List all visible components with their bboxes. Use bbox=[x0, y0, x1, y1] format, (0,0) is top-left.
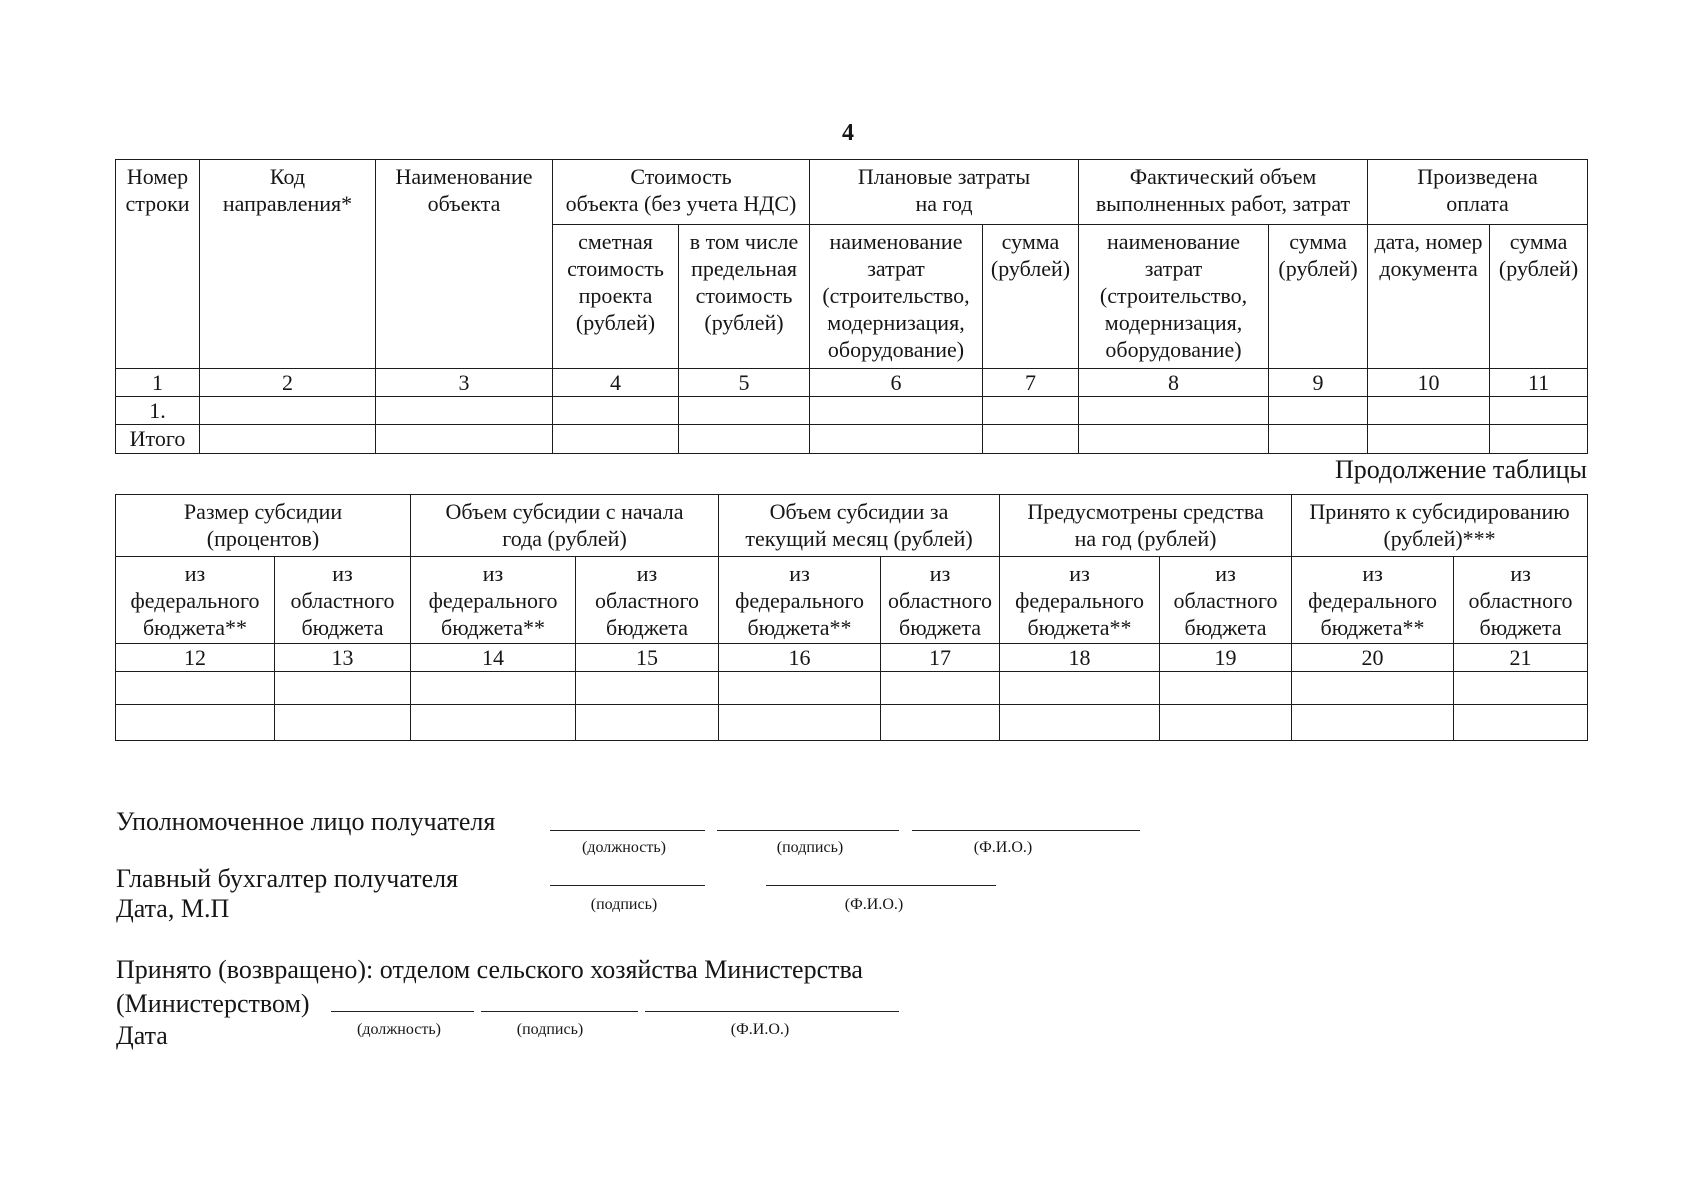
subheader-regional-budget: из областного бюджета bbox=[881, 557, 1000, 644]
signature-line bbox=[717, 830, 899, 831]
column-number: 7 bbox=[983, 369, 1079, 397]
signature-line bbox=[550, 885, 705, 886]
table-cell bbox=[1000, 672, 1160, 705]
table-cell bbox=[881, 672, 1000, 705]
subheader-payment-date-doc: дата, номер документа bbox=[1368, 225, 1490, 369]
table-cell bbox=[553, 425, 679, 454]
column-number: 3 bbox=[376, 369, 553, 397]
table-cell bbox=[983, 425, 1079, 454]
header-object-cost: Стоимость объекта (без учета НДС) bbox=[553, 160, 810, 225]
table-row bbox=[116, 672, 1588, 705]
column-number: 6 bbox=[810, 369, 983, 397]
subheader-federal-budget: из федерального бюджета** bbox=[1292, 557, 1454, 644]
subheader-regional-budget: из областного бюджета bbox=[576, 557, 719, 644]
table-header-row bbox=[116, 160, 1588, 225]
column-number: 16 bbox=[719, 644, 881, 672]
header-row-number: Номер строки bbox=[116, 160, 200, 369]
row-label: 1. bbox=[116, 397, 200, 425]
subsidy-table bbox=[115, 494, 1588, 741]
table-cell bbox=[1000, 705, 1160, 741]
column-number-row bbox=[116, 644, 1588, 672]
column-number: 2 bbox=[200, 369, 376, 397]
column-number: 12 bbox=[116, 644, 275, 672]
header-accepted-for-subsidy: Принято к субсидированию (рублей)*** bbox=[1292, 495, 1588, 557]
table-cell bbox=[553, 397, 679, 425]
table-cell bbox=[1454, 705, 1588, 741]
header-subsidy-year-to-date: Объем субсидии с начала года (рублей) bbox=[411, 495, 719, 557]
column-number: 21 bbox=[1454, 644, 1588, 672]
subheader-actual-cost-name: наименование затрат (строительство, модернизация, оборудование) bbox=[1079, 225, 1269, 369]
subheader-federal-budget: из федерального бюджета** bbox=[1000, 557, 1160, 644]
table-cell bbox=[1292, 672, 1454, 705]
full-name-line bbox=[912, 830, 1140, 831]
full-name-caption: (Ф.И.О.) bbox=[844, 896, 904, 913]
table-cell bbox=[810, 397, 983, 425]
header-direction-code: Код направления* bbox=[200, 160, 376, 369]
column-number: 18 bbox=[1000, 644, 1160, 672]
subheader-federal-budget: из федерального бюджета** bbox=[411, 557, 576, 644]
row-label: Итого bbox=[116, 425, 200, 454]
column-number: 17 bbox=[881, 644, 1000, 672]
table-row bbox=[116, 397, 1588, 425]
table-cell bbox=[983, 397, 1079, 425]
table-cell bbox=[275, 705, 411, 741]
page-number: 4 bbox=[842, 120, 854, 146]
table-cell bbox=[719, 705, 881, 741]
column-number-row bbox=[116, 369, 1588, 397]
table-row bbox=[116, 705, 1588, 741]
header-subsidy-percent: Размер субсидии (процентов) bbox=[116, 495, 411, 557]
column-number: 20 bbox=[1292, 644, 1454, 672]
subheader-estimated-cost: сметная стоимость проекта (рублей) bbox=[553, 225, 679, 369]
table-cell bbox=[1160, 672, 1292, 705]
authorized-person-label: Уполномоченное лицо получателя bbox=[116, 807, 496, 836]
subheader-federal-budget: из федерального бюджета** bbox=[116, 557, 275, 644]
position-caption: (должность) bbox=[357, 1021, 441, 1038]
column-number: 5 bbox=[679, 369, 810, 397]
position-line bbox=[550, 830, 705, 831]
table-cell bbox=[1269, 397, 1368, 425]
table-cell bbox=[881, 705, 1000, 741]
subheader-planned-cost-sum: сумма (рублей) bbox=[983, 225, 1079, 369]
signature-line bbox=[481, 1011, 638, 1012]
header-subsidy-current-month: Объем субсидии за текущий месяц (рублей) bbox=[719, 495, 1000, 557]
subheader-payment-sum: сумма (рублей) bbox=[1490, 225, 1588, 369]
table-cell bbox=[1160, 705, 1292, 741]
signature-caption: (подпись) bbox=[776, 839, 844, 856]
column-number: 10 bbox=[1368, 369, 1490, 397]
table-cell bbox=[810, 425, 983, 454]
table-subheader-row bbox=[116, 557, 1588, 644]
full-name-line bbox=[766, 885, 996, 886]
column-number: 1 bbox=[116, 369, 200, 397]
column-number: 9 bbox=[1269, 369, 1368, 397]
table-cell bbox=[116, 705, 275, 741]
ministry-label: (Министерством) bbox=[116, 989, 310, 1018]
table-cell bbox=[1292, 705, 1454, 741]
table-cell bbox=[411, 672, 576, 705]
subheader-regional-budget: из областного бюджета bbox=[1160, 557, 1292, 644]
table-cell bbox=[1368, 425, 1490, 454]
table-cell bbox=[1269, 425, 1368, 454]
table-cell bbox=[1490, 425, 1588, 454]
accepted-label: Принято (возвращено): отделом сельского хозяйства Министерства bbox=[116, 955, 863, 984]
column-number: 14 bbox=[411, 644, 576, 672]
chief-accountant-label: Главный бухгалтер получателя bbox=[116, 864, 459, 893]
table-header-row bbox=[116, 495, 1588, 557]
table-cell bbox=[275, 672, 411, 705]
date-seal-label: Дата, М.П bbox=[116, 894, 230, 923]
header-object-name: Наименование объекта bbox=[376, 160, 553, 369]
table-cell bbox=[719, 672, 881, 705]
table-cell bbox=[1454, 672, 1588, 705]
table-cell bbox=[200, 397, 376, 425]
table-cell bbox=[411, 705, 576, 741]
table-cell bbox=[679, 397, 810, 425]
header-payment-made: Произведена оплата bbox=[1368, 160, 1588, 225]
subheader-actual-cost-sum: сумма (рублей) bbox=[1269, 225, 1368, 369]
table-cell bbox=[200, 425, 376, 454]
table-cell bbox=[376, 397, 553, 425]
cost-table bbox=[115, 159, 1588, 454]
table-cell bbox=[576, 672, 719, 705]
column-number: 13 bbox=[275, 644, 411, 672]
position-line bbox=[331, 1011, 474, 1012]
column-number: 11 bbox=[1490, 369, 1588, 397]
signature-caption: (подпись) bbox=[590, 896, 658, 913]
table-continuation-label: Продолжение таблицы bbox=[1335, 455, 1587, 484]
subheader-regional-budget: из областного бюджета bbox=[1454, 557, 1588, 644]
header-funds-per-year: Предусмотрены средства на год (рублей) bbox=[1000, 495, 1292, 557]
full-name-caption: (Ф.И.О.) bbox=[730, 1021, 790, 1038]
column-number: 8 bbox=[1079, 369, 1269, 397]
full-name-caption: (Ф.И.О.) bbox=[973, 839, 1033, 856]
header-planned-costs: Плановые затраты на год bbox=[810, 160, 1079, 225]
subheader-max-cost: в том числе предельная стоимость (рублей) bbox=[679, 225, 810, 369]
table-cell bbox=[1079, 397, 1269, 425]
position-caption: (должность) bbox=[582, 839, 666, 856]
column-number: 4 bbox=[553, 369, 679, 397]
subheader-federal-budget: из федерального бюджета** bbox=[719, 557, 881, 644]
subheader-planned-cost-name: наименование затрат (строительство, модернизация, оборудование) bbox=[810, 225, 983, 369]
table-cell bbox=[679, 425, 810, 454]
table-cell bbox=[576, 705, 719, 741]
full-name-line bbox=[645, 1011, 899, 1012]
column-number: 19 bbox=[1160, 644, 1292, 672]
header-actual-volume: Фактический объем выполненных работ, затрат bbox=[1079, 160, 1368, 225]
subheader-regional-budget: из областного бюджета bbox=[275, 557, 411, 644]
table-cell bbox=[376, 425, 553, 454]
date-label: Дата bbox=[116, 1021, 168, 1050]
column-number: 15 bbox=[576, 644, 719, 672]
signature-caption: (подпись) bbox=[516, 1021, 584, 1038]
table-cell bbox=[1368, 397, 1490, 425]
table-cell bbox=[1079, 425, 1269, 454]
table-total-row bbox=[116, 425, 1588, 454]
table-cell bbox=[116, 672, 275, 705]
table-cell bbox=[1490, 397, 1588, 425]
